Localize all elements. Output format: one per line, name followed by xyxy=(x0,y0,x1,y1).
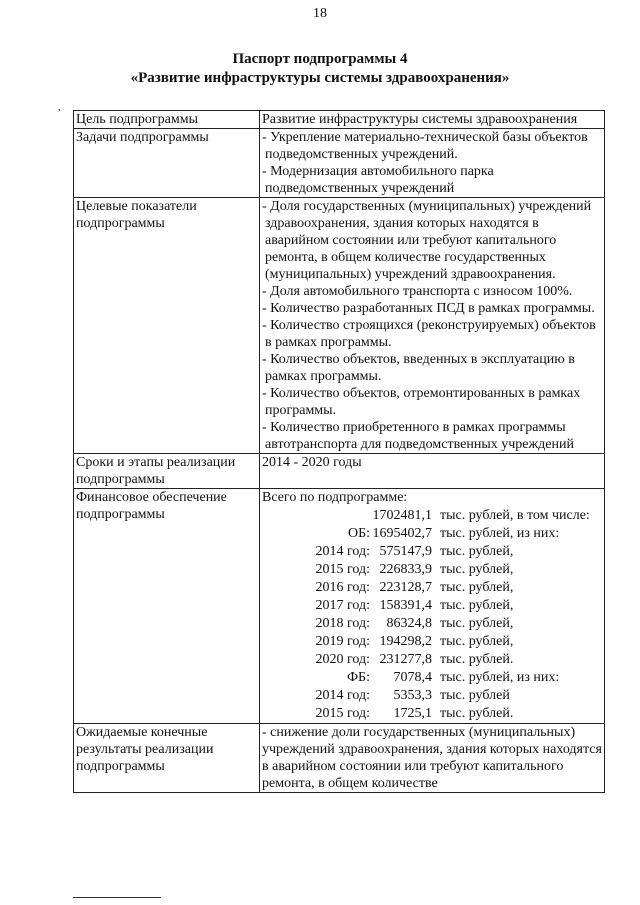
tasks-label: Задачи подпрограммы xyxy=(74,129,260,198)
tasks-value xyxy=(260,129,605,198)
finance-line xyxy=(262,507,590,525)
finance-label: 2015 год: xyxy=(315,562,370,577)
indicator-item: - Количество приобретенного в рамках программы автотранспорта для подведомственных учреждений xyxy=(262,420,574,452)
finance-line xyxy=(262,561,590,579)
finance-unit: тыс. рублей, xyxy=(440,562,514,577)
row-finance xyxy=(74,489,605,724)
finance-unit: тыс. рублей, xyxy=(440,634,514,649)
finance-amount: 231277,8 xyxy=(379,652,432,667)
finance-amount: 226833,9 xyxy=(379,562,432,577)
finance-label: 2020 год: xyxy=(315,652,370,667)
finance-line xyxy=(262,705,590,723)
finance-amount: 223128,7 xyxy=(379,580,432,595)
indicator-item: - Количество объектов, введенных в эксплуатацию в рамках программы. xyxy=(262,352,575,384)
finance-unit: тыс. рублей, из них: xyxy=(440,670,560,685)
indicator-item: - Количество объектов, отремонтированных в рамках программы. xyxy=(262,386,581,418)
finance-unit: тыс. рублей, xyxy=(440,598,514,613)
finance-label: 2019 год: xyxy=(315,634,370,649)
title-line-1: Паспорт подпрограммы 4 xyxy=(232,51,408,67)
finance-unit: тыс. рублей, xyxy=(440,544,514,559)
finance-line xyxy=(262,579,590,597)
finance-unit: тыс. рублей, xyxy=(440,616,514,631)
finance-amount: 86324,8 xyxy=(386,616,432,631)
row-tasks xyxy=(74,129,605,198)
finance-breakdown xyxy=(262,507,590,723)
finance-label: 2016 год: xyxy=(315,580,370,595)
finance-value xyxy=(260,489,605,724)
finance-heading: Всего по подпрограмме: xyxy=(262,490,408,505)
finance-label xyxy=(262,507,370,525)
finance-unit: тыс. рублей, в том числе: xyxy=(440,508,590,523)
finance-label: 2014 год: xyxy=(315,688,370,703)
indicators-label: Целевые показатели подпрограммы xyxy=(74,198,260,454)
passport-table xyxy=(73,110,605,793)
finance-amount: 1702481,1 xyxy=(372,508,432,523)
finance-line xyxy=(262,687,590,705)
finance-amount: 7078,4 xyxy=(393,670,432,685)
footer-rule xyxy=(73,897,161,898)
indicators-value xyxy=(260,198,605,454)
tasks-list xyxy=(262,129,602,197)
finance-unit: тыс. рублей, xyxy=(440,580,514,595)
finance-label: ОБ: xyxy=(347,526,370,541)
indicator-item: - Доля автомобильного транспорта с износом 100%. xyxy=(262,284,573,299)
finance-line xyxy=(262,669,590,687)
finance-line xyxy=(262,633,590,651)
results-value: - снижение доли государственных (муниципальных) учреждений здравоохранения, здания которых находятся в аварийном состоянии или требуют капитального ремонта, в общем количестве xyxy=(260,724,605,793)
finance-label: 2018 год: xyxy=(315,616,370,631)
finance-line xyxy=(262,543,590,561)
row-results xyxy=(74,724,605,793)
indicator-item: - Доля государственных (муниципальных) учреждений здравоохранения, здания которых находятся в аварийном состоянии или требуют капитального ремонта, в общем количестве государственных (муниципальных) учреждений здравоохранения. xyxy=(262,199,592,282)
finance-line xyxy=(262,525,590,543)
finance-unit: тыс. рублей xyxy=(440,688,510,703)
finance-amount: 158391,4 xyxy=(379,598,432,613)
goal-value: Развитие инфраструктуры системы здравоохранения xyxy=(260,111,605,129)
indicator-item: - Количество строящихся (реконструируемых) объектов в рамках программы. xyxy=(262,318,596,350)
task-item: - Модернизация автомобильного парка подведомственных учреждений xyxy=(262,164,494,196)
finance-label: ФБ: xyxy=(347,670,370,685)
results-label: Ожидаемые конечные результаты реализации подпрограммы xyxy=(74,724,260,793)
terms-value: 2014 - 2020 годы xyxy=(260,454,605,489)
terms-label: Сроки и этапы реализации подпрограммы xyxy=(74,454,260,489)
finance-unit: тыс. рублей. xyxy=(440,652,514,667)
indicator-item: - Количество разработанных ПСД в рамках программы. xyxy=(262,301,595,316)
finance-label: 2015 год: xyxy=(315,706,370,721)
task-item: - Укрепление материально-технической базы объектов подведомственных учреждений. xyxy=(262,130,588,162)
row-terms xyxy=(74,454,605,489)
scan-artifact-dot: , xyxy=(58,102,61,113)
finance-label: 2017 год: xyxy=(315,598,370,613)
row-goal xyxy=(74,111,605,129)
finance-line xyxy=(262,651,590,669)
finance-unit: тыс. рублей. xyxy=(440,706,514,721)
finance-line xyxy=(262,597,590,615)
finance-label: 2014 год: xyxy=(315,544,370,559)
document-title xyxy=(0,50,640,88)
finance-amount: 194298,2 xyxy=(379,634,432,649)
finance-amount: 575147,9 xyxy=(379,544,432,559)
row-indicators xyxy=(74,198,605,454)
page-number: 18 xyxy=(313,6,327,21)
indicators-list xyxy=(262,198,602,453)
finance-label: Финансовое обеспечение подпрограммы xyxy=(74,489,260,724)
title-line-2: «Развитие инфраструктуры системы здравоохранения» xyxy=(130,70,510,86)
finance-amount: 5353,3 xyxy=(393,688,432,703)
goal-label: Цель подпрограммы xyxy=(74,111,260,129)
finance-unit: тыс. рублей, из них: xyxy=(440,526,560,541)
finance-line xyxy=(262,615,590,633)
finance-amount: 1695402,7 xyxy=(372,526,432,541)
finance-amount: 1725,1 xyxy=(393,706,432,721)
